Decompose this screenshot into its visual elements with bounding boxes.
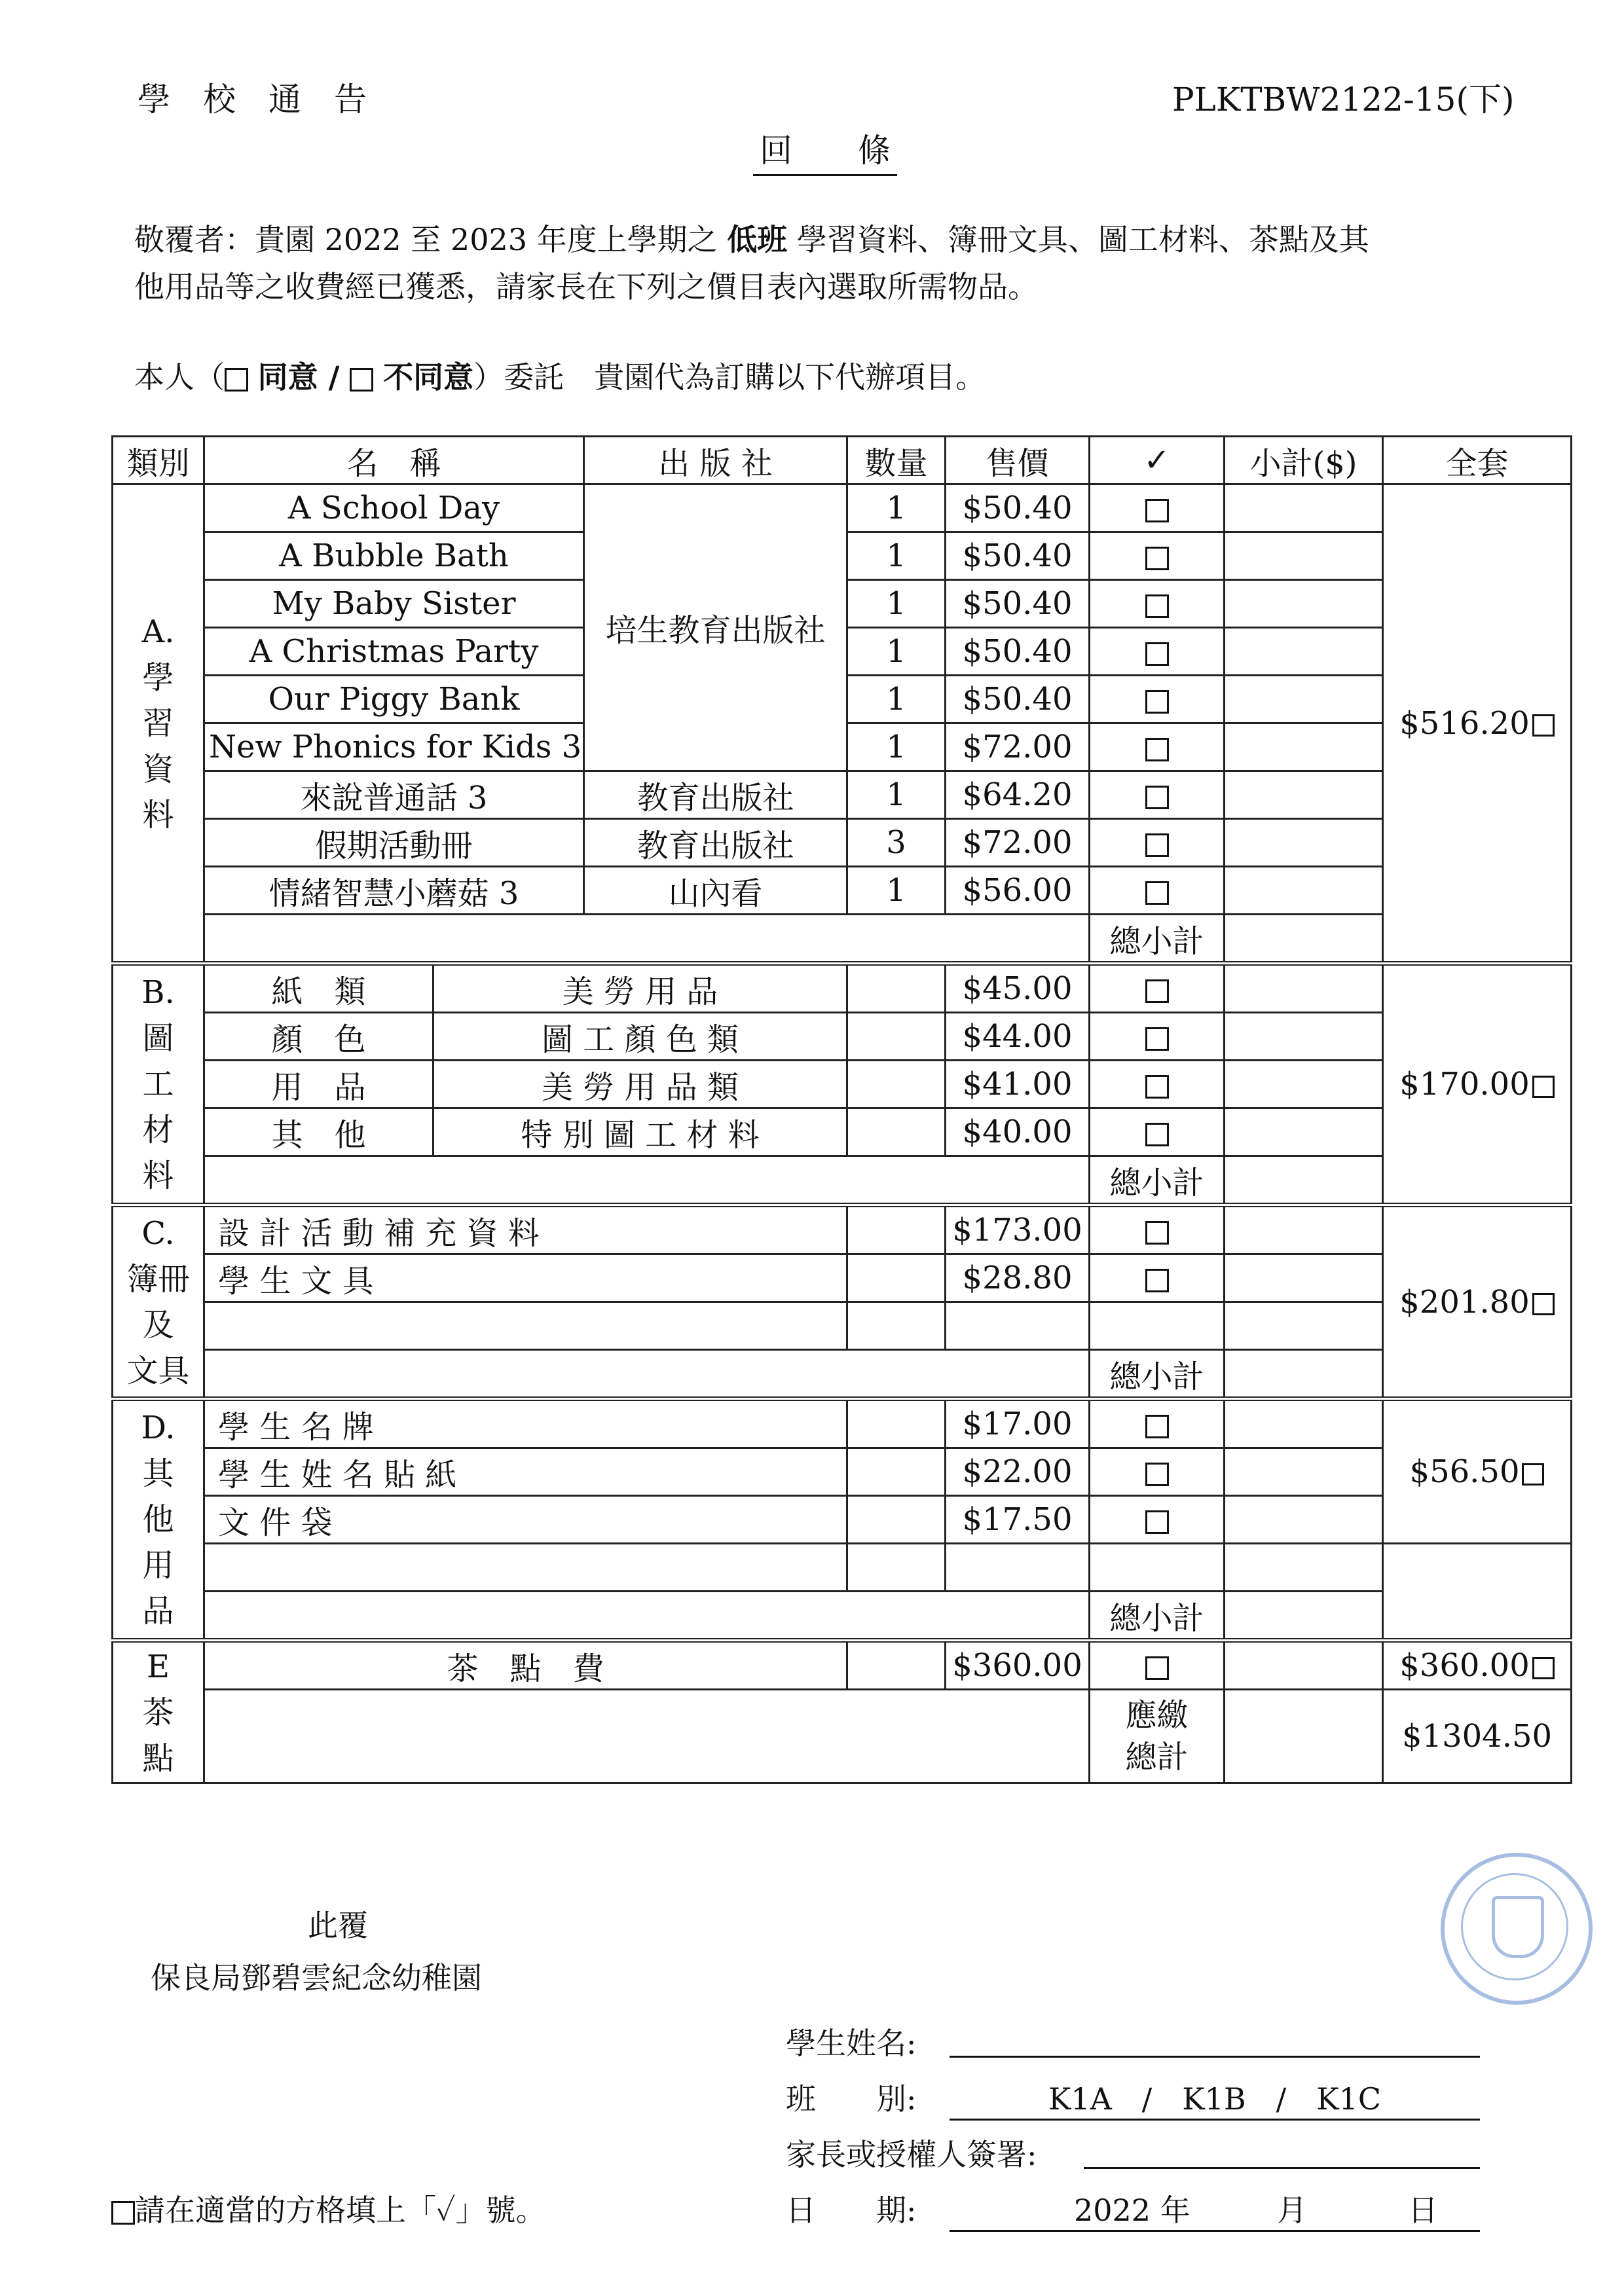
instruction-text: 請在適當的方格填上「✓」號。 [135,2193,546,2228]
item-checkbox-cell [1090,628,1225,676]
item-price: $72.00 [946,819,1090,867]
item-qty [847,1399,946,1448]
section-e-label [113,1641,204,1783]
item-checkbox[interactable] [1145,1075,1169,1099]
disagree-checkbox[interactable] [350,368,373,392]
item-checkbox-cell [1090,1108,1225,1156]
item-subtotal[interactable] [1225,819,1383,867]
item-qty [847,1254,946,1302]
full-set-price: $201.80 [1399,1283,1530,1321]
consent-line [134,354,986,401]
section-c-label-line: 文具 [126,1352,190,1389]
item-checkbox[interactable] [1145,881,1169,905]
item-checkbox-cell [1090,1205,1225,1254]
item-checkbox[interactable] [1145,1415,1169,1438]
section-e-row-1 [113,1641,1572,1690]
empty-cell [1090,1302,1225,1350]
item-name: 圖 工 顏 色 類 [434,1013,847,1061]
section-a-label-line: 資 [142,750,174,788]
section-b-row-2 [113,1013,1572,1061]
item-subtotal[interactable] [1225,1641,1383,1690]
item-name: 學 生 文 具 [204,1254,847,1302]
item-checkbox[interactable] [1145,1269,1169,1292]
full-set-price: $56.50 [1409,1453,1520,1490]
intro-line1-a: 敬覆者：貴園 2022 至 2023 年度上學期之 [134,222,728,257]
item-checkbox-cell [1090,1496,1225,1544]
empty-cell [204,1350,1090,1399]
header-qty: 數量 [847,437,946,484]
empty-cell [1225,1544,1383,1592]
section-b-row-4 [113,1108,1572,1156]
item-name: A Bubble Bath [204,532,584,580]
section-a-total-input[interactable] [1225,915,1383,964]
item-qty [847,1013,946,1061]
section-a-label-line: 學 [142,659,174,696]
section-c-label [113,1205,204,1399]
section-a-label-line: 料 [142,796,174,833]
item-qty [847,1205,946,1254]
section-c-row-1 [113,1205,1572,1254]
header-name: 名 稱 [204,437,584,484]
item-price: $41.00 [946,1061,1090,1108]
item-qty: 3 [847,819,946,867]
empty-cell [847,1544,946,1592]
section-b-label [113,964,204,1205]
crest-shield-icon [1492,1896,1544,1958]
item-price: $40.00 [946,1108,1090,1156]
section-d-label-line: D. [141,1410,175,1446]
item-checkbox[interactable] [1145,1510,1169,1534]
item-name: 美 勞 用 品 [434,964,847,1013]
item-qty: 1 [847,723,946,771]
item-type: 用 品 [204,1061,434,1108]
item-subtotal[interactable] [1225,1399,1383,1448]
item-checkbox[interactable] [1145,690,1169,714]
item-price: $17.00 [946,1399,1090,1448]
intro-class-level: 低班 [727,222,788,257]
item-subtotal[interactable] [1225,1108,1383,1156]
full-set-checkbox[interactable] [1522,1463,1544,1485]
item-checkbox[interactable] [1145,1221,1169,1245]
item-checkbox[interactable] [1145,547,1169,570]
empty-cell [204,915,1090,964]
item-price: $50.40 [946,484,1090,532]
agree-checkbox[interactable] [225,368,248,392]
item-name: 美 勞 用 品 類 [434,1061,847,1108]
consent-prefix: 本人（ [134,359,225,395]
item-qty: 1 [847,676,946,723]
section-d-total-row [113,1592,1572,1641]
full-set-checkbox[interactable] [1532,1657,1555,1679]
item-subtotal[interactable] [1225,676,1383,723]
item-checkbox-cell [1090,1254,1225,1302]
empty-cell [204,1690,1090,1783]
item-subtotal[interactable] [1225,484,1383,532]
student-name-field[interactable] [950,2056,1480,2058]
section-a-full-set [1383,484,1572,964]
item-checkbox-cell [1090,676,1225,723]
instruction-box-icon [111,2201,135,2225]
section-d-row-4 [113,1544,1572,1592]
item-checkbox[interactable] [1145,642,1169,666]
item-name: New Phonics for Kids 3 [204,723,584,771]
full-set-price: $360.00 [1399,1647,1530,1684]
student-name-label: 學生姓名: [786,2026,917,2061]
item-checkbox-cell [1090,1061,1225,1108]
item-subtotal[interactable] [1225,1254,1383,1302]
section-b-full-set [1383,964,1572,1205]
section-a-total-row [113,915,1572,964]
item-price: $44.00 [946,1013,1090,1061]
item-price: $64.20 [946,771,1090,819]
item-subtotal[interactable] [1225,532,1383,580]
item-qty: 1 [847,484,946,532]
empty-cell [204,1544,847,1592]
section-d-row-1 [113,1399,1572,1448]
section-b-total-row [113,1156,1572,1205]
item-checkbox-cell [1090,532,1225,580]
empty-cell [1090,1544,1225,1592]
header-full-set: 全套 [1383,437,1572,484]
section-b-label-line: 圖 [142,1020,174,1057]
item-price: $360.00 [946,1641,1090,1690]
item-checkbox[interactable] [1145,1027,1169,1051]
item-price: $72.00 [946,723,1090,771]
section-d-label-line: 其 [142,1455,174,1492]
empty-cell [946,1302,1090,1350]
item-price: $56.00 [946,867,1090,915]
item-checkbox-cell [1090,1399,1225,1448]
item-name: 文 件 袋 [204,1496,847,1544]
section-c-full-set [1383,1205,1572,1399]
item-qty [847,1496,946,1544]
item-checkbox-cell [1090,964,1225,1013]
section-c-total-row [113,1350,1572,1399]
full-set-checkbox[interactable] [1532,1293,1555,1315]
item-checkbox[interactable] [1145,499,1169,522]
item-checkbox-cell [1090,771,1225,819]
date-label: 日 期: [786,2193,917,2228]
item-price: $50.40 [946,580,1090,628]
item-checkbox[interactable] [1145,1463,1169,1486]
item-price: $45.00 [946,964,1090,1013]
section-b-label-line: B. [141,974,175,1011]
item-qty [847,1641,946,1690]
closing: 此覆 [308,1908,368,1943]
item-qty: 1 [847,867,946,915]
header-row [113,437,1572,484]
section-c-total-input[interactable] [1225,1350,1383,1399]
grand-total-row [113,1690,1572,1783]
item-subtotal[interactable] [1225,1061,1383,1108]
item-checkbox[interactable] [1145,738,1169,761]
grand-total-value: $1304.50 [1383,1690,1572,1783]
item-checkbox-cell [1090,1013,1225,1061]
section-b-row-1 [113,964,1572,1013]
header-publisher: 出 版 社 [584,437,847,484]
item-name: 假期活動冊 [204,819,584,867]
item-checkbox[interactable] [1145,594,1169,618]
section-e-label-line: 茶 [142,1694,174,1731]
item-name: 設 計 活 動 補 充 資 料 [204,1205,847,1254]
item-name: 學 生 名 牌 [204,1399,847,1448]
empty-cell [204,1592,1090,1641]
item-name: A Christmas Party [204,628,584,676]
section-a-label-line: A. [141,613,175,650]
item-qty [847,964,946,1013]
subtotal-label: 總小計 [1090,1592,1225,1641]
item-name: Our Piggy Bank [204,676,584,723]
subtotal-label: 總小計 [1090,1350,1225,1399]
item-qty: 1 [847,628,946,676]
item-subtotal[interactable] [1225,628,1383,676]
date-year: 2022 年 [1074,2193,1190,2228]
section-c-row-2 [113,1254,1572,1302]
item-qty [847,1448,946,1496]
section-e-label-line: E [146,1648,170,1685]
item-checkbox-cell [1090,1641,1225,1690]
item-name: My Baby Sister [204,580,584,628]
section-d-label-line: 用 [142,1547,174,1584]
header-category: 類別 [113,437,204,484]
item-checkbox-cell [1090,1448,1225,1496]
item-subtotal[interactable] [1225,1205,1383,1254]
item-subtotal[interactable] [1225,723,1383,771]
empty-cell [946,1544,1090,1592]
header-subtotal: 小計($) [1225,437,1383,484]
signature-field[interactable] [1084,2167,1480,2169]
item-checkbox-cell [1090,580,1225,628]
intro-paragraph [134,216,1575,310]
item-price: $50.40 [946,532,1090,580]
full-set-price: $170.00 [1399,1066,1530,1102]
item-subtotal[interactable] [1225,771,1383,819]
item-qty: 1 [847,580,946,628]
grand-total-input[interactable] [1225,1690,1383,1783]
full-set-checkbox[interactable] [1532,1076,1555,1098]
item-price: $17.50 [946,1496,1090,1544]
item-qty [847,1108,946,1156]
item-checkbox[interactable] [1145,1123,1169,1146]
section-e-label-line: 點 [142,1740,174,1777]
empty-cell [204,1156,1090,1205]
intro-line1-c: 學習資料、簿冊文具、圖工材料、茶點及其 [787,222,1369,257]
section-a-row-9 [113,867,1572,915]
item-name: 特 別 圖 工 材 料 [434,1108,847,1156]
disagree-label: 不同意 [383,359,474,395]
consent-slash: / [318,359,350,395]
document-code: PLKTBW2122-15(下) [1172,81,1515,118]
item-subtotal[interactable] [1225,1448,1383,1496]
section-d-full-set [1383,1399,1572,1544]
section-a-row-7 [113,771,1572,819]
item-publisher: 教育出版社 [584,771,847,819]
section-a-label-line: 習 [142,704,174,742]
item-price: $173.00 [946,1205,1090,1254]
item-publisher: 教育出版社 [584,819,847,867]
section-e-full-set [1383,1641,1572,1690]
item-checkbox[interactable] [1145,833,1169,857]
section-d-total-input[interactable] [1225,1592,1383,1641]
section-c-row-3 [113,1302,1572,1350]
intro-line2: 他用品等之收費經已獲悉，請家長在下列之價目表內選取所需物品。 [134,269,1038,304]
instruction-note [111,2187,546,2234]
section-d-row-2 [113,1448,1572,1496]
section-c-label-line: 及 [142,1306,174,1343]
item-checkbox-cell [1090,819,1225,867]
item-qty [847,1061,946,1108]
subtotal-label: 總小計 [1090,915,1225,964]
school-seal-stamp [1441,1853,1593,2005]
item-checkbox[interactable] [1145,1656,1169,1680]
class-options[interactable]: K1A / K1B / K1C [950,2075,1480,2121]
section-a-row-8 [113,819,1572,867]
date-month: 月 [1277,2193,1307,2228]
item-subtotal[interactable] [1225,964,1383,1013]
empty-cell [847,1302,946,1350]
item-type: 其 他 [204,1108,434,1156]
item-publisher: 培生教育出版社 [584,484,847,771]
section-b-label-line: 工 [142,1066,174,1102]
item-price: $50.40 [946,676,1090,723]
item-qty: 1 [847,532,946,580]
class-label: 班 別: [786,2081,917,2117]
item-checkbox-cell [1090,867,1225,915]
item-price: $50.40 [946,628,1090,676]
section-d-label-line: 他 [142,1501,174,1538]
section-a-label [113,484,204,964]
date-day: 日 [1408,2193,1438,2228]
item-subtotal[interactable] [1225,867,1383,915]
agree-label: 同意 [257,359,318,395]
full-set-price: $516.20 [1399,704,1530,742]
fee-table [111,435,1572,1784]
item-checkbox-cell [1090,723,1225,771]
item-name: A School Day [204,484,584,532]
grand-total-label-line: 總計 [1125,1739,1189,1776]
item-qty: 1 [847,771,946,819]
school-name: 保良局鄧碧雲紀念幼稚園 [151,1960,482,1995]
section-b-row-3 [113,1061,1572,1108]
item-publisher: 山內看 [584,867,847,915]
header-check: ✓ [1090,437,1225,484]
empty-cell [1383,1544,1572,1641]
section-d-label-line: 品 [142,1593,174,1630]
item-name: 來說普通話 3 [204,771,584,819]
section-b-total-input[interactable] [1225,1156,1383,1205]
header-price: 售價 [946,437,1090,484]
section-d-row-3 [113,1496,1572,1544]
item-subtotal[interactable] [1225,1496,1383,1544]
signature-label: 家長或授權人簽署: [786,2137,1037,2172]
item-checkbox[interactable] [1145,786,1169,809]
full-set-checkbox[interactable] [1532,714,1555,737]
section-a-row-1 [113,484,1572,532]
section-b-label-line: 材 [142,1112,174,1148]
section-d-label [113,1399,204,1641]
empty-cell [204,1302,847,1350]
item-checkbox-cell [1090,484,1225,532]
section-b-label-line: 料 [142,1157,174,1194]
section-c-label-line: C. [141,1214,175,1252]
grand-total-label-line: 應繳 [1125,1697,1189,1734]
subtotal-label: 總小計 [1090,1156,1225,1205]
item-type: 紙 類 [204,964,434,1013]
item-name: 茶 點 費 [204,1641,847,1690]
item-name: 情緒智慧小蘑菇 3 [204,867,584,915]
item-price: $22.00 [946,1448,1090,1496]
item-name: 學 生 姓 名 貼 紙 [204,1448,847,1496]
section-c-label-line: 簿冊 [126,1260,190,1298]
item-price: $28.80 [946,1254,1090,1302]
consent-suffix: ）委託 貴園代為訂購以下代辦項目。 [473,359,986,395]
item-type: 顏 色 [204,1013,434,1061]
item-subtotal[interactable] [1225,1013,1383,1061]
date-field[interactable] [950,2187,1480,2232]
item-subtotal[interactable] [1225,580,1383,628]
reply-slip-title: 回 條 [753,124,897,176]
grand-total-label [1090,1690,1225,1783]
notice-heading: 學 校 通 告 [138,81,367,118]
item-checkbox[interactable] [1145,979,1169,1003]
empty-cell [1225,1302,1383,1350]
